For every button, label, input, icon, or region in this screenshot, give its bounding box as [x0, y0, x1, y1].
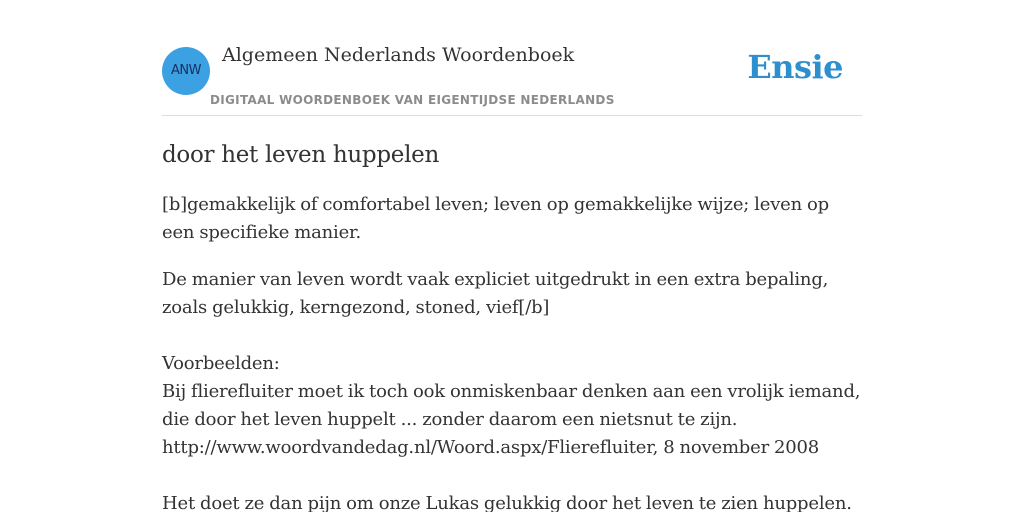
entry-title: door het leven huppelen — [162, 142, 439, 168]
example-text: Bij flierefluiter moet ik toch ook onmiskenbaar denken aan een vrolijk iemand, die door het leven huppelt ... zonder daarom een nietsnut te zijn. — [162, 381, 861, 430]
spacer — [162, 462, 862, 490]
anw-logo[interactable]: ANW — [162, 47, 210, 95]
examples-label: Voorbeelden: — [162, 353, 280, 374]
example-source: http://www.woordvandedag.nl/Woord.aspx/Flierefluiter, 8 november 2008 — [162, 437, 820, 458]
dictionary-title[interactable]: Algemeen Nederlands Woordenboek — [222, 44, 575, 66]
ensie-logo-link[interactable]: Ensie — [747, 48, 843, 86]
spacer — [162, 322, 862, 350]
dictionary-subtitle: DIGITAAL WOORDENBOEK VAN EIGENTIJDSE NEDERLANDS — [210, 93, 615, 107]
page — [162, 0, 862, 512]
entry-definition: [b]gemakkelijk of comfortabel leven; leven op gemakkelijke wijze; leven op een specifieke manier. — [162, 194, 829, 243]
entry-explanation: De manier van leven wordt vaak expliciet uitgedrukt in een extra bepaling, zoals gelukkig, kerngezond, stoned, vief[/b] — [162, 269, 829, 318]
site-header — [162, 0, 862, 116]
example-text: Het doet ze dan pijn om onze Lukas gelukkig door het leven te zien huppelen. — [162, 493, 852, 512]
entry-content — [162, 140, 862, 512]
